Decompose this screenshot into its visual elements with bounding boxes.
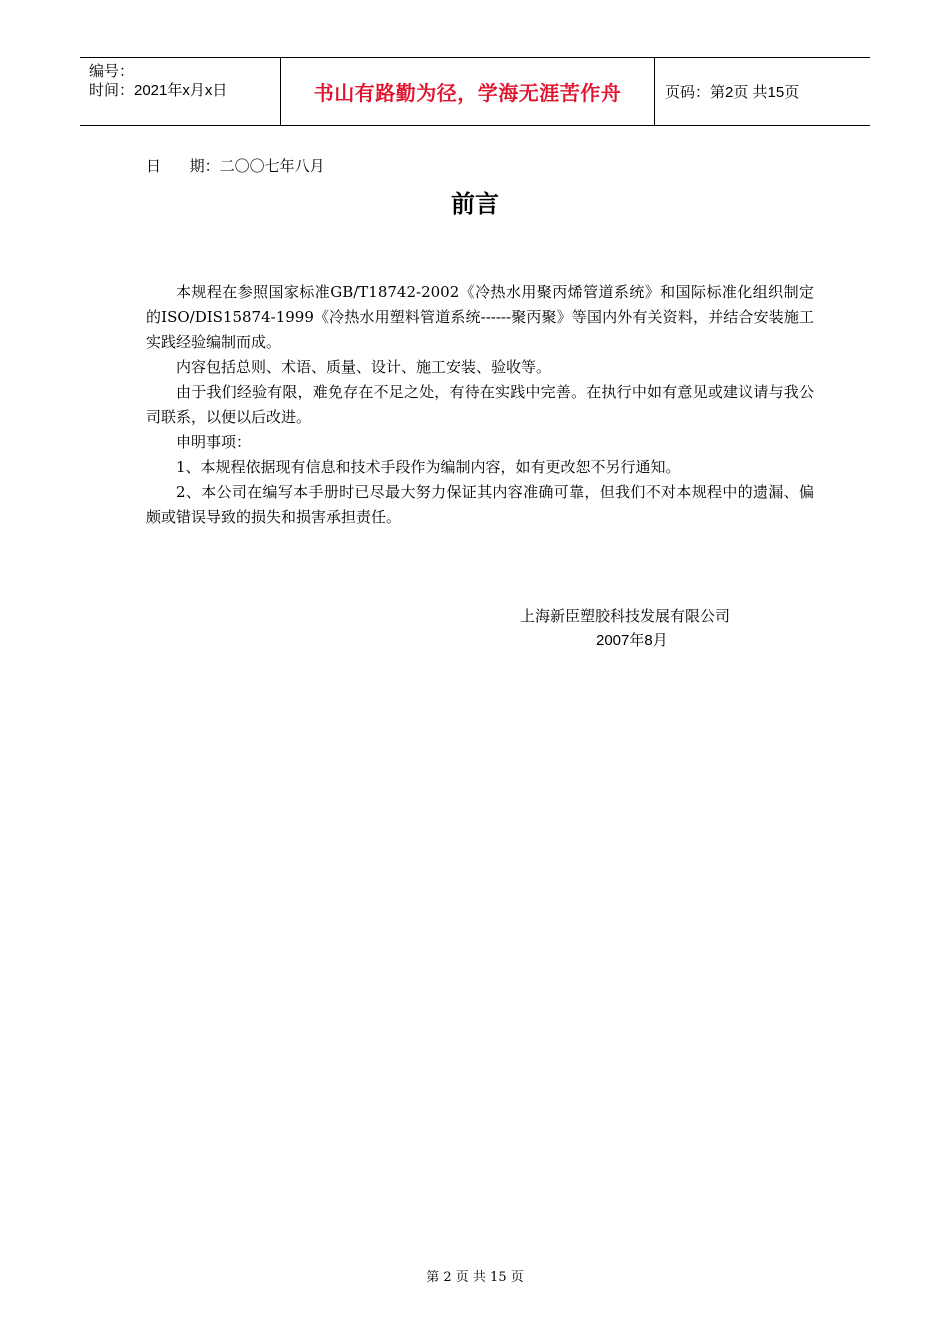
signature-company: 上海新臣塑胶科技发展有限公司 (520, 607, 731, 625)
header-meta-cell (80, 58, 281, 125)
document-time-label: 时间：2021年x月x日 (89, 82, 228, 99)
header-motto: 书山有路勤为径，学海无涯苦作舟 (313, 81, 622, 105)
paragraph-feedback: 由于我们经验有限，难免存在不足之处，有待在实践中完善。在执行中如有意见或建议请与我公司联系，以便以后改进。 (146, 383, 814, 426)
paragraph-declaration-1: 1、本规程依据现有信息和技术手段作为编制内容，如有更改恕不另行通知。 (176, 458, 681, 476)
document-number-label: 编号： (89, 63, 135, 80)
header-motto-cell (281, 58, 655, 125)
document-date-line: 日 期：二〇〇七年八月 (146, 157, 325, 175)
header-page-cell (655, 58, 870, 125)
page-footer: 第 2 页 共 15 页 (426, 1270, 524, 1285)
page-title: 前言 (451, 190, 499, 218)
header-page-info: 页码：第2页 共15页 (665, 84, 800, 101)
paragraph-declaration-2: 2、本公司在编写本手册时已尽最大努力保证其内容准确可靠，但我们不对本规程中的遗漏、偏颇或错误导致的损失和损害承担责任。 (146, 483, 814, 526)
paragraph-declaration-heading: 申明事项： (176, 433, 252, 451)
preface-body (146, 280, 814, 530)
paragraph-intro: 本规程在参照国家标准GB/T18742-2002《冷热水用聚丙烯管道系统》和国际标准化组织制定的ISO/DIS15874-1999《冷热水用塑料管道系统------聚丙聚》等国内外有关资料，并结合安装施工实践经验编制而成。 (146, 283, 814, 351)
header-table (80, 57, 870, 126)
signature-date: 2007年8月 (596, 632, 668, 649)
paragraph-contents: 内容包括总则、术语、质量、设计、施工安装、验收等。 (176, 358, 552, 376)
